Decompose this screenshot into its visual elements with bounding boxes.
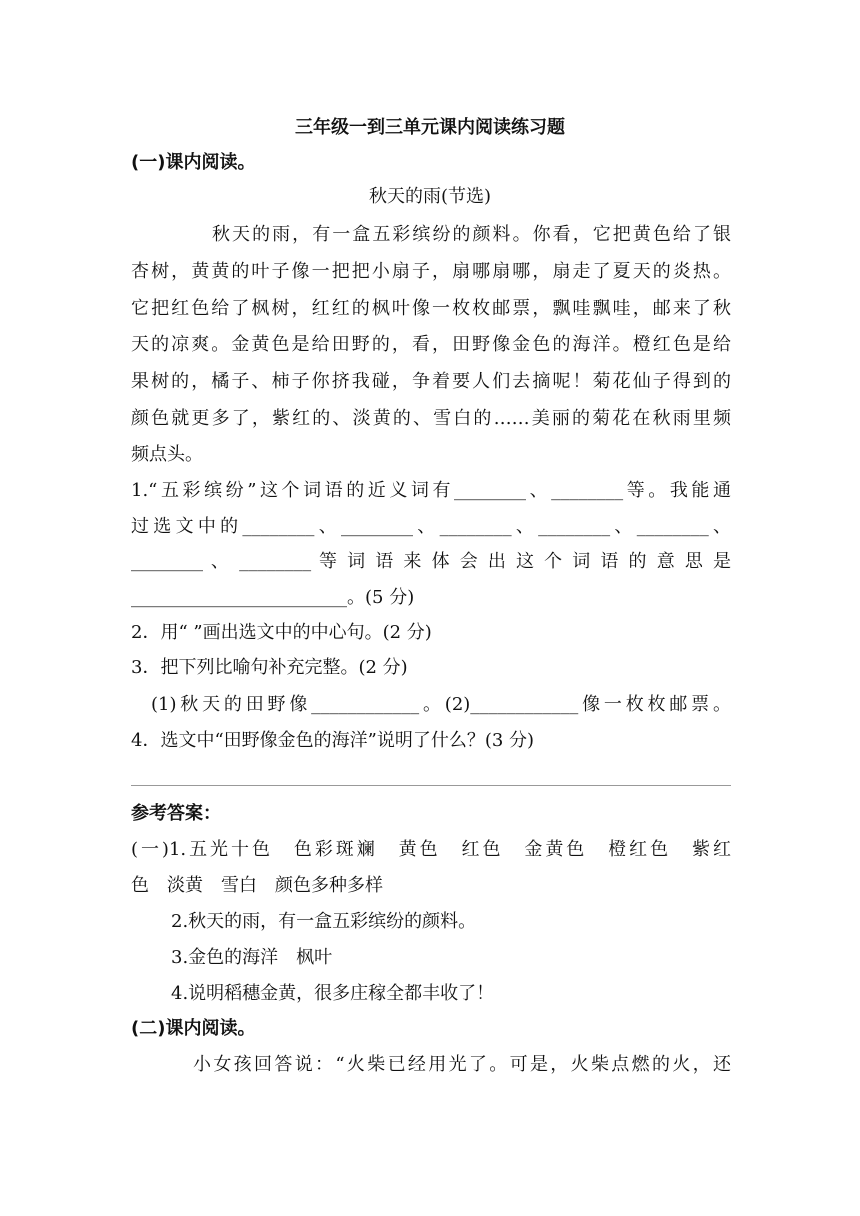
answer-1-line-2: 色 淡黄 雪白 颜色多种多样 [131,875,383,896]
question-1-line-3: ________ 、 ________ 等 词 语 来 体 会 出 这 个 词 语 的 意 思 是 [131,551,731,572]
question-3-items: (1)秋天的田野像____________。(2)____________像一枚枚邮票。 [151,694,731,715]
passage-line-7: 频点头。 [131,444,203,465]
answer-3: 3.金色的海洋 枫叶 [171,947,333,968]
answer-1-line-1: (一)1.五光十色 色彩斑斓 黄色 红色 金黄色 橙红色 紫红 [131,839,731,860]
question-1-line-1: 1.“五彩缤纷”这个词语的近义词有________、________等。我能通 [131,480,731,501]
answer-2: 2.秋天的雨，有一盒五彩缤纷的颜料。 [171,911,477,932]
passage-line-4: 天的凉爽。金黄色是给田野的，看，田野像金色的海洋。橙红色是给 [131,334,731,355]
section2-heading: (二)课内阅读。 [131,1018,256,1039]
question-4: 4．选文中“田野像金色的海洋”说明了什么？(3 分) [131,730,535,751]
answers-heading: 参考答案： [131,803,221,824]
passage-line-6: 颜色就更多了，紫红的、淡黄的、雪白的……美丽的菊花在秋雨里频 [131,408,731,429]
question-3: 3．把下列比喻句补充完整。(2 分) [131,657,408,678]
passage-title: 秋天的雨(节选) [368,186,492,207]
question-1-line-4: ________________________。(5 分) [131,587,415,608]
passage-line-2: 杏树，黄黄的叶子像一把把小扇子，扇哪扇哪，扇走了夏天的炎热。 [131,261,731,282]
question-2: 2．用“ ”画出选文中的中心句。(2 分) [131,622,432,643]
passage-line-5: 果树的，橘子、柿子你挤我碰，争着要人们去摘呢！菊花仙子得到的 [131,371,731,392]
answer-4: 4.说明稻穗金黄，很多庄稼全都丰收了！ [171,983,495,1004]
passage-line-3: 它把红色给了枫树，红红的枫叶像一枚枚邮票，飘哇飘哇，邮来了秋 [131,298,731,319]
passage-line-1: 秋天的雨，有一盒五彩缤纷的颜料。你看，它把黄色给了银 [212,224,731,245]
page-title: 三年级一到三单元课内阅读练习题 [295,117,565,138]
divider-line [131,785,731,786]
section2-passage-line-1: 小女孩回答说：“火柴已经用光了。可是，火柴点燃的火，还 [193,1054,731,1075]
section1-heading: (一)课内阅读。 [131,152,256,173]
question-1-line-2: 过选文中的________、________、________、________、________、 [131,516,731,537]
